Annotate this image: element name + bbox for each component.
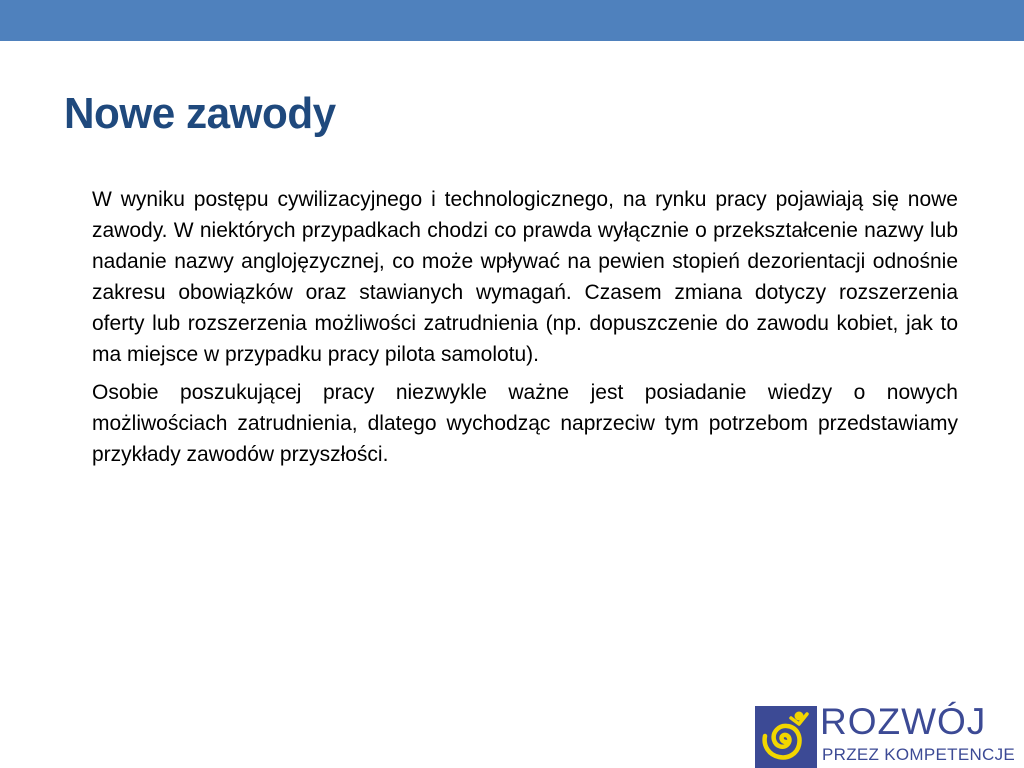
body-paragraph-1: W wyniku postępu cywilizacyjnego i technologicznego, na rynku pracy pojawiają się nowe zawody. W niektórych przypadkach chodzi co prawda wyłącznie o przekształcenie nazwy lub nadanie nazwy anglojęzycznej, co może wpływać na pewien stopień dezorientacji odnośnie zakresu obowiązków oraz stawianych wymagań. Czasem zmiana dotyczy rozszerzenia oferty lub rozszerzenia możliwości zatrudnienia (np. dopuszczenie do zawodu kobiet, jak to ma miejsce w przypadku pracy pilota samolotu). <box>92 188 958 366</box>
slide-title: Nowe zawody <box>64 89 336 138</box>
logo-tagline: PRZEZ KOMPETENCJE <box>822 745 1016 764</box>
body-paragraph-2: Osobie poszukującej pracy niezwykle ważne jest posiadanie wiedzy o nowych możliwościach zatrudnienia, dlatego wychodząc naprzeciw tym potrzebom przedstawiamy przykłady zawodów przyszłości. <box>92 381 958 466</box>
spiral-figure-icon <box>755 706 817 768</box>
top-accent-bar <box>0 0 1024 41</box>
logo-wordmark: ROZWÓJ <box>820 701 987 742</box>
rozwoj-logo <box>755 700 1024 768</box>
slide-body <box>92 184 958 477</box>
